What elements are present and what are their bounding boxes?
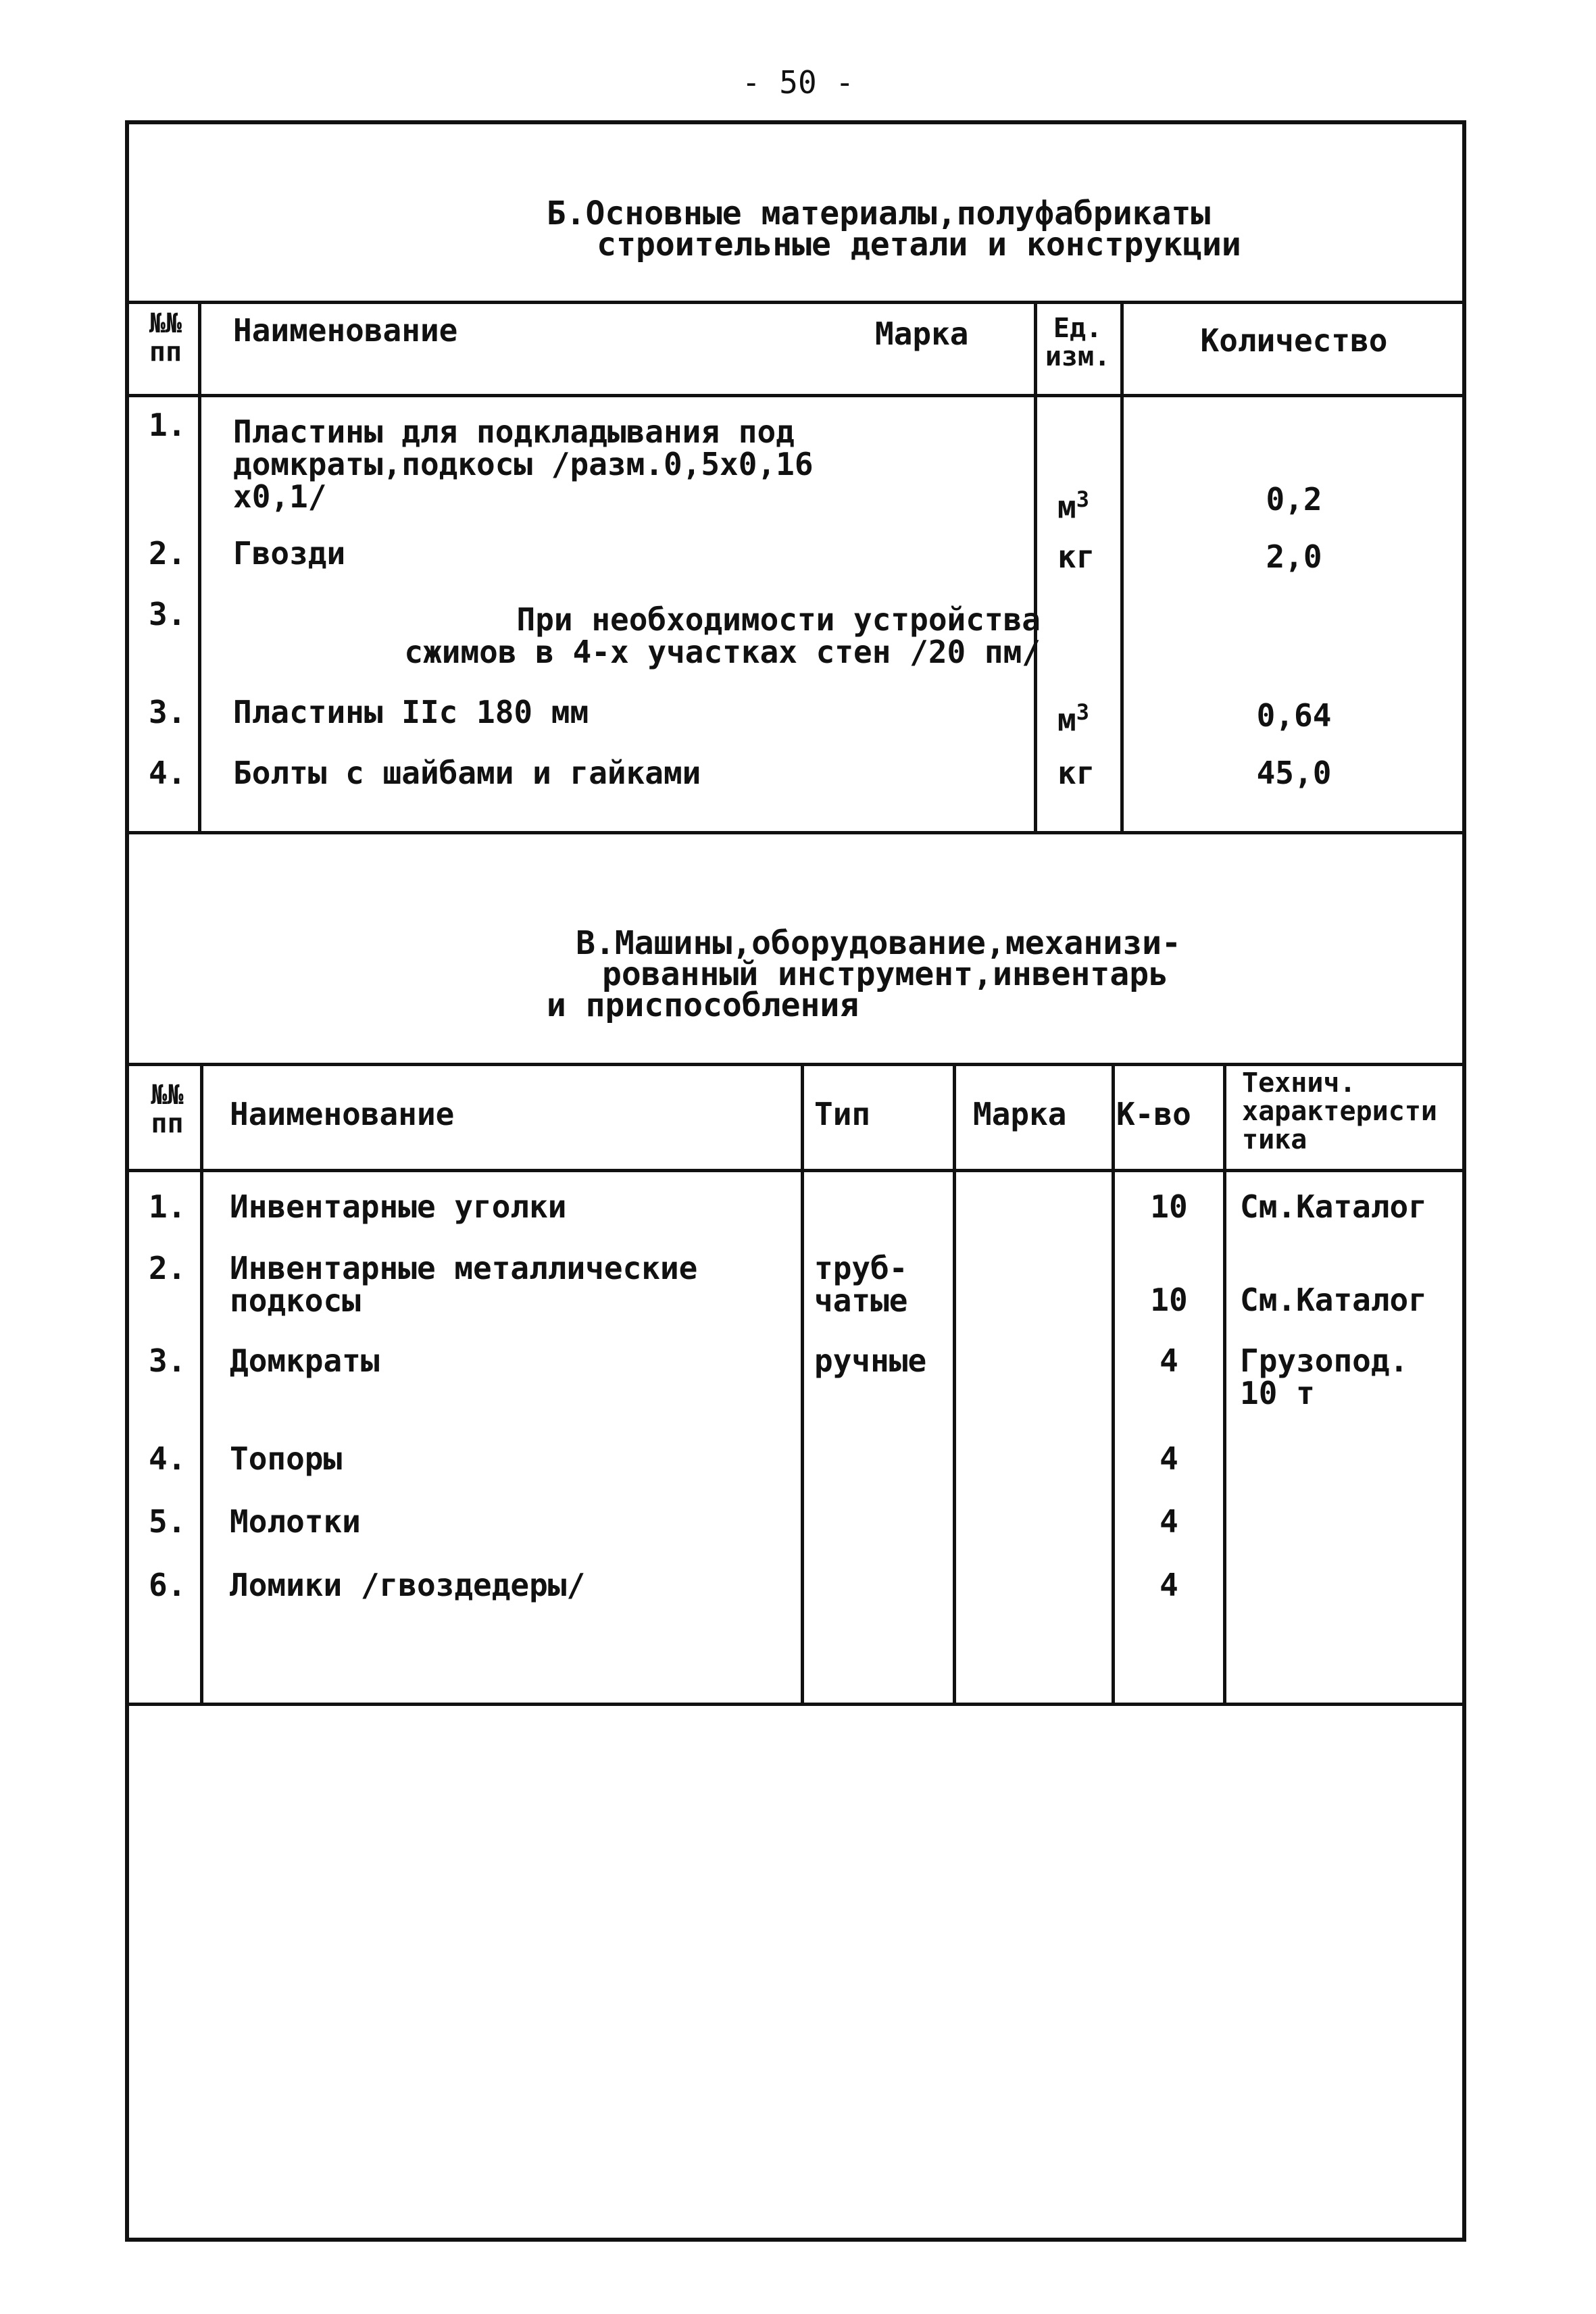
- table-v-col-divider: [801, 1063, 804, 1705]
- table-b-header-brand: Марка: [875, 316, 969, 352]
- table-v-col-divider: [200, 1063, 203, 1705]
- row-count: 10: [1150, 1282, 1188, 1318]
- table-v-header-num: №№ пп: [151, 1080, 184, 1139]
- row-number: 5.: [149, 1503, 186, 1540]
- table-v-bottom-border: [127, 1703, 1465, 1706]
- row-number: 6.: [149, 1567, 186, 1603]
- row-qty: 2,0: [1266, 538, 1322, 575]
- table-b-col-divider: [198, 301, 201, 833]
- row-count: 4: [1159, 1342, 1178, 1379]
- row-name: При необходимости устройства сжимов в 4-х участках стен /20 пм/: [404, 601, 1041, 670]
- table-v-header-name: Наименование: [230, 1096, 455, 1132]
- section-b-title-line1: Б.Основные материалы,полуфабрикаты: [546, 195, 1211, 232]
- table-b-header-unit: Ед. изм.: [1045, 313, 1111, 372]
- row-number: 2.: [149, 1250, 186, 1286]
- row-qty: 0,64: [1256, 697, 1332, 734]
- row-type: труб- чатые: [814, 1250, 908, 1319]
- row-count: 4: [1159, 1503, 1178, 1540]
- table-b-header-border: [127, 394, 1465, 397]
- table-v-col-divider: [1112, 1063, 1115, 1705]
- table-b-col-divider: [1034, 301, 1037, 833]
- row-name: Ломики /гвоздедеры/: [230, 1567, 586, 1603]
- section-b-title-line2: строительные детали и конструкции: [597, 226, 1241, 263]
- row-name: Гвозди: [233, 535, 346, 572]
- unit-superscript: 3: [1076, 699, 1089, 725]
- row-unit: кг: [1057, 755, 1095, 791]
- row-name: Болты с шайбами и гайками: [233, 755, 701, 791]
- table-v-col-divider: [1223, 1063, 1226, 1705]
- unit-base: м: [1057, 488, 1076, 526]
- page-number: - 50 -: [741, 64, 855, 101]
- table-v-header-count: К-во: [1116, 1096, 1191, 1132]
- row-number: 4.: [149, 755, 186, 791]
- row-number: 1.: [149, 1188, 186, 1225]
- row-name: Инвентарные уголки: [230, 1188, 567, 1225]
- table-b-bottom-border: [127, 831, 1465, 834]
- table-v-col-divider: [953, 1063, 956, 1705]
- row-name: Пластины для подкладывания под домкраты,подкосы /разм.0,5х0,16 х0,1/: [233, 413, 814, 515]
- table-b-top-border: [127, 301, 1465, 304]
- table-b-header-name: Наименование: [233, 312, 458, 349]
- table-b-header-qty: Количество: [1200, 322, 1388, 359]
- table-v-header-border: [127, 1169, 1465, 1172]
- row-type: ручные: [814, 1342, 927, 1379]
- row-count: 4: [1159, 1440, 1178, 1477]
- row-spec: См.Каталог: [1240, 1188, 1427, 1225]
- row-count: 10: [1150, 1188, 1188, 1225]
- row-spec: Грузопод. 10 т: [1240, 1342, 1409, 1411]
- table-b-header-num: №№ пп: [149, 308, 182, 368]
- row-name: Инвентарные металлические подкосы: [230, 1250, 698, 1319]
- row-number: 4.: [149, 1440, 186, 1477]
- row-unit: [1057, 696, 1089, 736]
- table-v-header-brand: Марка: [973, 1096, 1067, 1132]
- row-spec: См.Каталог: [1240, 1282, 1427, 1318]
- table-b-col-divider: [1120, 301, 1124, 833]
- section-v-title-line2: рованный инструмент,инвентарь: [601, 955, 1169, 993]
- section-v-title-line1: В.Машины,оборудование,механизи-: [576, 924, 1181, 962]
- row-unit: кг: [1057, 538, 1095, 575]
- row-qty: 0,2: [1266, 481, 1322, 518]
- row-unit: [1057, 483, 1089, 526]
- row-qty: 45,0: [1256, 755, 1332, 791]
- table-v-header-type: Тип: [814, 1096, 871, 1132]
- row-number: 1.: [149, 407, 186, 443]
- row-name: Домкраты: [230, 1342, 380, 1379]
- row-count: 4: [1159, 1567, 1178, 1603]
- row-name: Топоры: [230, 1440, 343, 1477]
- table-v-top-border: [127, 1063, 1465, 1066]
- row-number: 3.: [149, 596, 186, 632]
- row-name: Молотки: [230, 1503, 361, 1540]
- row-number: 3.: [149, 694, 186, 730]
- unit-superscript: 3: [1076, 486, 1089, 512]
- row-name: Пластины IIс 180 мм: [233, 694, 589, 730]
- row-number: 2.: [149, 535, 186, 572]
- table-v-header-spec: Технич. характеристи тика: [1242, 1067, 1437, 1155]
- section-v-title-line3: и приспособления: [546, 986, 859, 1024]
- row-number: 3.: [149, 1342, 186, 1379]
- unit-base: м: [1057, 701, 1076, 738]
